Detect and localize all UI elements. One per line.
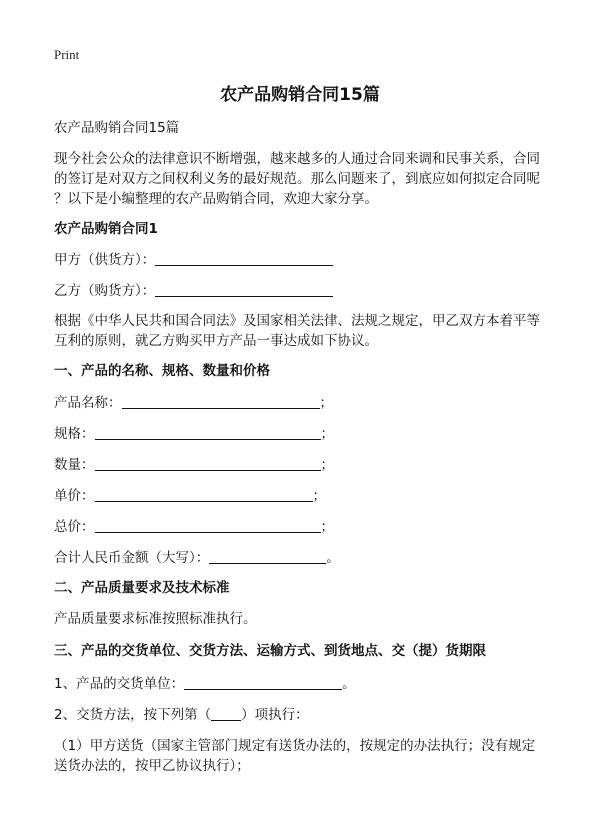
quantity-blank bbox=[95, 456, 321, 471]
party-a-blank bbox=[155, 251, 333, 266]
section-2-heading: 二、产品质量要求及技术标准 bbox=[54, 580, 230, 596]
spec-label: 规格： bbox=[54, 426, 95, 442]
quality-text: 产品质量要求标准按照标准执行。 bbox=[54, 611, 257, 627]
unit-price-end: ； bbox=[312, 488, 326, 504]
basis-line-2: 互利的原则，就乙方购买甲方产品一事达成如下协议。 bbox=[54, 333, 378, 349]
intro-line-2: 的签订是对双方之间权利义务的最好规范。那么问题来了，到底应如何拟定合同呢 bbox=[54, 171, 540, 187]
party-b-label: 乙方（购货方）： bbox=[54, 283, 156, 299]
total-price-end: ； bbox=[320, 519, 334, 535]
delivery-method-blank bbox=[211, 706, 241, 721]
party-b-row bbox=[54, 280, 333, 302]
total-price-row bbox=[54, 516, 334, 538]
delivery-unit-end: 。 bbox=[342, 676, 356, 692]
total-rmb-row bbox=[54, 547, 340, 569]
option-1-line-1: （1）甲方送货（国家主管部门规定有送货办法的，按规定的办法执行；没有规定 bbox=[54, 738, 536, 754]
unit-price-row bbox=[54, 485, 326, 507]
basis-line-1: 根据《中华人民共和国合同法》及国家相关法律、法规之规定，甲乙双方本着平等 bbox=[54, 313, 540, 329]
spec-row bbox=[54, 423, 334, 445]
intro-line-1: 现今社会公众的法律意识不断增强，越来越多的人通过合同来调和民事关系，合同 bbox=[54, 151, 540, 167]
section-1-heading: 一、产品的名称、规格、数量和价格 bbox=[54, 363, 270, 379]
delivery-unit-label: 1、产品的交货单位： bbox=[54, 676, 185, 692]
print-link[interactable]: Print bbox=[54, 47, 80, 62]
section-3-heading: 三、产品的交货单位、交货方法、运输方式、到货地点、交（提）货期限 bbox=[54, 643, 486, 659]
unit-price-blank bbox=[95, 487, 313, 502]
delivery-unit-blank bbox=[184, 675, 342, 690]
delivery-method-label-a: 2、交货方法，按下列第（ bbox=[54, 707, 212, 723]
product-name-end: ； bbox=[319, 395, 333, 411]
product-name-label: 产品名称： bbox=[54, 395, 122, 411]
intro-line-3: ？以下是小编整理的农产品购销合同，欢迎大家分享。 bbox=[54, 191, 378, 207]
delivery-method-label-b: ）项执行： bbox=[241, 707, 309, 723]
document-subtitle: 农产品购销合同15篇 bbox=[54, 120, 180, 136]
delivery-unit-row bbox=[54, 673, 356, 695]
spec-blank bbox=[95, 425, 321, 440]
product-name-row bbox=[54, 392, 333, 414]
party-a-row bbox=[54, 249, 333, 271]
quantity-row bbox=[54, 454, 334, 476]
option-1-line-2: 送货办法的，按甲乙协议执行）； bbox=[54, 758, 250, 774]
delivery-method-row bbox=[54, 704, 309, 726]
total-rmb-label: 合计人民币金额（大写）： bbox=[54, 550, 210, 566]
quantity-label: 数量： bbox=[54, 457, 95, 473]
total-rmb-blank bbox=[209, 549, 326, 564]
quantity-end: ； bbox=[320, 457, 334, 473]
total-rmb-end: 。 bbox=[326, 550, 340, 566]
contract-heading: 农产品购销合同1 bbox=[54, 221, 158, 237]
total-price-label: 总价： bbox=[54, 519, 95, 535]
total-price-blank bbox=[95, 518, 321, 533]
party-b-blank bbox=[155, 282, 333, 297]
spec-end: ； bbox=[320, 426, 334, 442]
unit-price-label: 单价： bbox=[54, 488, 95, 504]
party-a-label: 甲方（供货方）： bbox=[54, 252, 156, 268]
product-name-blank bbox=[122, 394, 320, 409]
document-title: 农产品购销合同15篇 bbox=[220, 85, 380, 105]
